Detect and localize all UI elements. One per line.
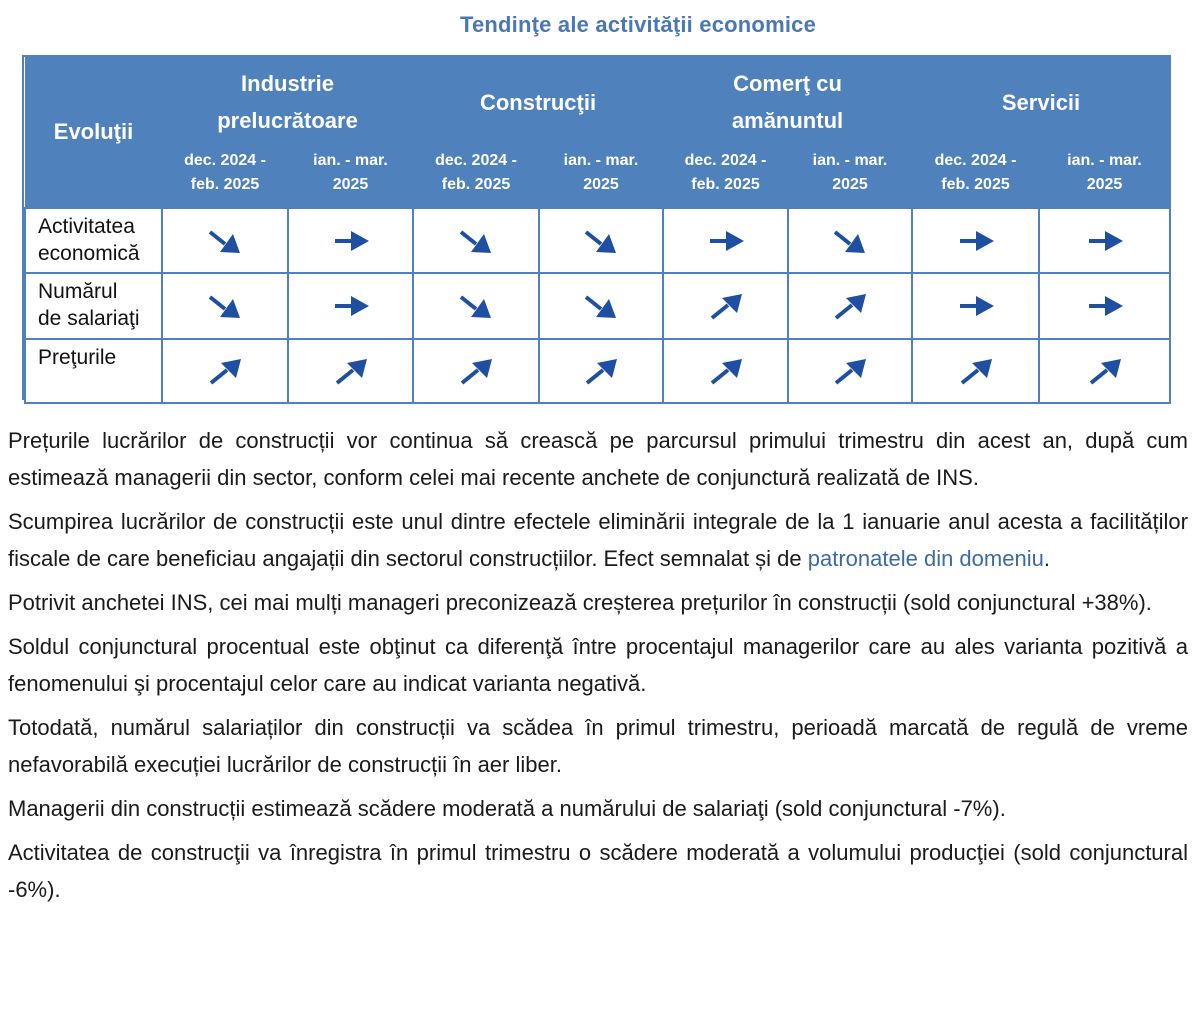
period-header: dec. 2024 - feb. 2025 [912,147,1039,208]
group-header-industrie: Industrie prelucrătoare [162,57,413,147]
arrow-up-right-icon [329,354,373,388]
row-label-preturile: Preţurile [25,339,162,403]
article-paragraph: Potrivit anchetei INS, cei mai mulți manageri preconizează creșterea prețurilor în construcții (sold conjunctural +38%). [8,590,1152,615]
trend-cell [788,208,912,273]
article-paragraph: Totodată, numărul salariaților din construcții va scădea în primul trimestru, perioadă marcată de regulă de vreme nefavorabilă execuției lucrărilor de construcții în aer liber. [8,715,1188,777]
period-header: dec. 2024 - feb. 2025 [413,147,539,208]
trend-cell [288,208,413,273]
arrow-down-right-icon [579,289,623,323]
arrow-right-icon [704,224,748,258]
trends-table [22,55,1171,400]
arrow-up-right-icon [954,354,998,388]
trend-cell [1039,273,1170,339]
arrow-up-right-icon [828,354,872,388]
arrow-down-right-icon [828,224,872,258]
arrow-right-icon [1083,289,1127,323]
period-header: ian. - mar. 2025 [539,147,663,208]
period-header: dec. 2024 - feb. 2025 [663,147,788,208]
trend-cell [663,273,788,339]
arrow-up-right-icon [203,354,247,388]
table-title: Tendinţe ale activităţii economice [459,12,817,37]
arrow-right-icon [954,224,998,258]
period-header: dec. 2024 - feb. 2025 [162,147,288,208]
trend-cell [1039,208,1170,273]
arrow-up-right-icon [828,289,872,323]
arrow-up-right-icon [704,289,748,323]
trend-cell [162,273,288,339]
trend-cell [912,273,1039,339]
trend-cell [539,273,663,339]
period-header: ian. - mar. 2025 [288,147,413,208]
table-row [25,339,1170,403]
arrow-down-right-icon [454,224,498,258]
group-header-comert: Comerţ cu amănuntul [663,57,912,147]
trend-cell [162,339,288,403]
patronatele-link[interactable]: patronatele din domeniu [807,546,1044,571]
arrow-up-right-icon [704,354,748,388]
arrow-right-icon [1083,224,1127,258]
period-header: ian. - mar. 2025 [788,147,912,208]
arrow-down-right-icon [454,289,498,323]
trend-cell [413,273,539,339]
arrow-up-right-icon [1083,354,1127,388]
arrow-up-right-icon [454,354,498,388]
arrow-down-right-icon [203,289,247,323]
trend-cell [413,208,539,273]
group-header-servicii: Servicii [912,57,1170,147]
row-label-numarul: Numărul de salariaţi [25,273,162,339]
trend-cell [288,339,413,403]
trend-cell [788,273,912,339]
trend-cell [539,339,663,403]
row-header: Evoluţii [25,57,162,208]
trend-cell [912,339,1039,403]
arrow-up-right-icon [579,354,623,388]
table-row [25,273,1170,339]
trend-cell [539,208,663,273]
period-header: ian. - mar. 2025 [1039,147,1170,208]
arrow-down-right-icon [579,224,623,258]
arrow-right-icon [954,289,998,323]
trend-cell [288,273,413,339]
trend-cell [413,339,539,403]
article-paragraph: Soldul conjunctural procentual este obţinut ca diferenţă între procentajul managerilor care au ales varianta pozitivă a fenomenului şi procentajul celor care au indicat varianta negativă. [8,634,1188,696]
article-paragraph: Scumpirea lucrărilor de construcții este unul dintre efectele eliminării integrale de la 1 ianuarie anul acesta a facilităților fiscale de care beneficiau angajații din sectorul construcțiilor. Efect semnalat și de patronatele din domeniu. [8,509,1188,571]
trend-cell [162,208,288,273]
trend-cell [912,208,1039,273]
row-label-activitatea: Activitatea economică [25,208,162,273]
table-row [25,208,1170,273]
trend-cell [788,339,912,403]
article-paragraph: Activitatea de construcţii va înregistra în primul trimestru o scădere moderată a volumului producţiei (sold conjunctural -6%). [8,840,1188,902]
article-paragraph: Managerii din construcții estimează scădere moderată a numărului de salariaţi (sold conjunctural -7%). [8,796,1006,821]
trend-cell [1039,339,1170,403]
arrow-right-icon [329,224,373,258]
arrow-right-icon [329,289,373,323]
arrow-down-right-icon [203,224,247,258]
article-body [8,422,1188,915]
group-header-constructii: Construcţii [413,57,663,147]
trend-cell [663,208,788,273]
trend-cell [663,339,788,403]
article-paragraph: Prețurile lucrărilor de construcții vor continua să crească pe parcursul primului trimestru din acest an, după cum estimează managerii din sector, conform celei mai recente anchete de conjunctură realizată de INS. [8,428,1188,490]
